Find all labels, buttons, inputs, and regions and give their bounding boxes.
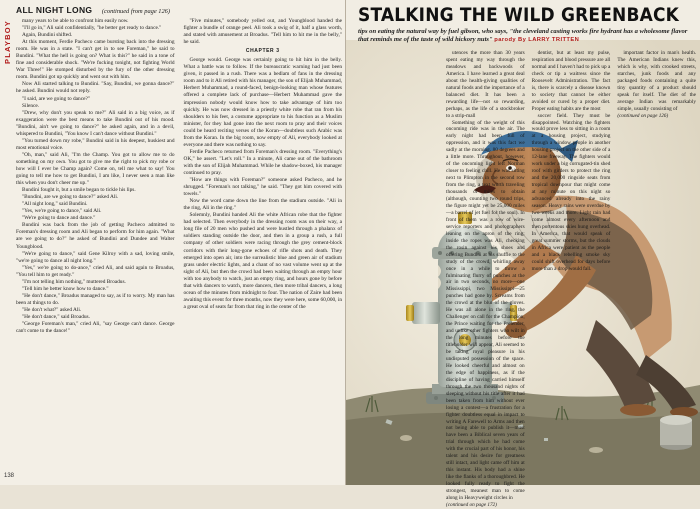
left-col1-paragraph: "We're going to dance and dance." [22,215,96,222]
left-col2-top-paragraph: "Five minutes," somebody yelled out, and Youngblood handed the fighter a bundle of orange peel. Ali took a swig of it, half a glass worth, and stated with amusement at Broadus. "Tell him to hit me in the belly," he said. [183,18,342,46]
left-col1-paragraph: "George Foreman's man," cried Ali, "say George can't dance. George can't come to the dance!" [16,321,175,335]
left-col1-paragraph: "He don't dance," said Broadus. [22,313,90,320]
left-col1-paragraph: "We're going to dance," said Gene Kilroy with a sad, loving smile, "we're going to dance all night long." [16,250,175,264]
right-col-a-paragraph: soccer field. They must be disappointed. Watching the fighters would prove less to sitting in a room at a housing project, studying through a window people in another housing project on the other side of a 12-lane freeway. The fighters would work under a big corrugated-tin shed roof with girders to protect the ring and the 20,000 ringside seats from tropical downpour that might come at any minute on this night so advanced already into the rainy season. Heavy rains were overdue by two weeks and more. Light rain had come almost every afternoon and then portentous skies hung overhead. In America, that would speak of great summer storms, but the clouds in Africa were patient as the people and a black rebelling smoke sky could shift overhead for days before more than a drop would fall. [531,112,611,272]
left-col1-paragraph: "You turned down my robe," Bundini said in his deepest, huskiest and most emotional voice. [16,137,175,151]
continued-on-172: (continued on page 172) [446,501,497,508]
right-columns [446,50,697,508]
byline: parody By LARRY TRITTEN [494,37,580,44]
left-columns [16,18,342,470]
story-header [16,5,341,15]
left-col1-paragraph: "Oh, man," said Ali, "I'm the Champ. You got to allow me to do something on my own. You got to give me the right to pick my robe or how will I ever be Champ again? Come on, tell me what to say! You going to tell me how to get Bundini, I am like, I never seen a man like this when you don't cheer me up." [16,151,175,187]
left-col1-paragraph: "I'm not telling him nothing," muttered Broadus. [22,278,126,285]
left-col1-paragraph: Silence. [22,102,40,109]
left-col1-paragraph: Now Ali started talking to Bundini. "Say, Bundini, we gonna dance?" he asked. Bundini would not reply. [16,81,175,95]
left-col1-paragraph: "Drew, why don't you speak to me?" Ali said in a big voice, as if exaggeration were the best means to take Bundini out of his mood. "Bundini, ain't we going to dance?" he asked again, and in a devil, whispered to Bundini, "You know I can't dance without Bundini." [16,109,175,137]
right-column-1 [446,50,525,508]
left-col1-paragraph: "Yes, we're going to dance," said Ali. [22,208,102,215]
left-col1-paragraph: "He don't dance," Broadus managed to say, as if to worry. My man has been at things to do. [16,292,175,306]
right-column-3 [617,50,696,340]
right-page [346,0,700,508]
deck-text: tips on eating the natural way by fuel gibson, who says, "the cleveland casting works fire hydrant has a wholesome flavor that reminds me of the taste of wild hickory nuts" [358,28,688,44]
left-column-2 [184,18,343,470]
left-col1-paragraph: "Bundini, are we going to dance?" asked Ali. [22,194,119,201]
left-col1-paragraph: Again, Bundini shifted. [22,32,73,39]
left-col1-paragraph: "I said, are we going to dance?" [22,95,91,102]
continued-from: (continued from page 126) [101,8,170,15]
right-col-d-paragraph: important factor in man's health. The American Indians knew this, which is why, with crooked streets, starches, junk foods and any packaged foods containing a quite tiny quantity of a product should speak for itself. The diet of the average Indian was remarkably simple, usually consisting of [617,50,697,112]
tin-can [660,415,692,450]
left-col2-paragraph: Ferdie Pacheco returned from Foreman's dressing room. "Everything's OK," he assert. "Let's roll." In a minute, Ali came out of the bathroom with the son of Elijah Muhammad. While he shadow-boxed, his manager continued to pray. [183,148,342,176]
left-col1-paragraph: "Tell him he better know how to dance." [22,285,109,292]
right-col-e-paragraph: Something of the weight of this oncoming ride was in the air. The early night had been full of oppression, and it was this fact we sadly at the morning. 80 degrees and a little more. Throughout, however, of the oncoming light left Norman closer to feeling chill. He was sitting next to Plimpton in the second row from the ring, a text worth traveling thousands of miles to obtain (although, counting two round trips, the figure might yet be 25,000 miles—a barrel of jet fuel for the soul). In front of them was a row of wire-service reporters and photographers leaning on the apron of the ring; inside the ropes was Ali, checking the rosin against his shoes and offering Bundini at his shuffle to the study of the crowd, whirling away once in a while to throw a fulminating flurry of punches at the air in two seconds, no more—one Mississippi, two Mississippi—25 punches had gone by. Screams from the crowd at the blur of the gloves. He was all alone in the ring, the Challenger on call for the Champion, the Prince waiting for the Pretender, and unlike other fighters who wilt in the long minutes before the titleholder will appear, Ali seemed to be taking royal pleasure in his undisputed possession of the space. He looked cheerful and almost on the edge of happiness, as if the discipline of having carried himself through the two thousand nights of sleeping without his title after it had been taken from him without ever losing a contest—a frustration for a fighter doubtless equal in impact to writing A Farewell to Arms and then not being able to publish it—must have been a Biblical seven years of trial through which he had come with the crucial part of his honor, his talent and his desire for greatness still intact, and light came off him at this instant. His body had a shine like the flanks of a thoroughbred. He looked fully ready to fight the strongest, meanest man to come along in Heavyweight circles in [446,119,525,501]
left-col2-paragraph: Solemnly, Bundini handed Ali the white African robe that the fighter had selected. Then everybody in the dressing room was on their way, a long file of 20 men who pushed and were hustled through a phalanx of soldiers standing outside the door, and then in a group a rush, a full company of other soldiers were racing through the grey cement-block corridors with their long-gone echoes of rifle shots and death. They emerged into open air, into the surrealistic blue and green air of stadium grass under electric lights, and a chant of no vast volume went up at the sight of Ali, but then the crowd had been waiting through an empty hour with too anybody to watch, just an empty ring, and hours gone by before that with dancers to watch, more dancers, then more tribal dancers, a long ocean of the minutes from midnight to four. The nation of Zaire had been awaiting this event for three months, now they were here, some 60,000, in a great oval of seats far from that ring in the center of the [183,212,342,310]
left-col2-paragraph: Now the word came down the line from the stadium outside. "Ali in the ring, Ali in the ring." [183,198,342,212]
hermit-foot [620,404,656,416]
left-col1-paragraph: "He don't what?" asked Ali. [22,306,82,313]
right-col-c-paragraph: dentist, but at least my pulse, respiration and blood pressure are all normal and I haven't had to pick up a check or tip a waitress since the Roosevelt Administration. The fact is, there is scarcely a disease known to society that cannot be either avoided or cured by a proper diet. Proper eating habits are the most [531,50,611,112]
left-col1-paragraph: Bundini fought it, but a smile began to tickle his lips. [22,187,136,194]
left-page [0,0,346,485]
article-title: STALKING THE WILD GREENBACK [358,5,680,26]
hydrant-side-cap [406,305,414,321]
magazine-name-vertical: PLAYBOY [3,20,12,64]
page-number: 138 [4,473,15,479]
chapter-heading: CHAPTER 3 [245,48,280,55]
story-title: ALL NIGHT LONG [16,5,93,15]
article-deck [358,28,696,45]
right-column-2 [532,50,611,340]
left-column-1 [16,18,175,470]
right-col-b-paragraph: utences the more than 30 years spent eating my way through the meadows and backwoods of America. I have learned a great deal about the health-giving qualities of natural foods and the importance of a balanced diet. It has been a rewarding life—not so rewarding, perhaps, as the life of a stockbroker to a strip-mall [446,50,525,119]
left-col1-paragraph: Bundini was back from the job of getting Pacheco admitted to Foreman's dressing room and Ali began to perform for him again. "What are we going to do?" he asked of Bundini and Dundee and Walter Youngblood. [16,222,175,250]
left-col2-paragraph: George would. George was certainly going to hit him in the belly. What a battle was to follow. If the bureaucratic warning had just been given, it passed in a rush. There was a bedlam of fans in the dressing room and to it Ali retired with his manager, the son of Elijah Muhammad, Herbert Muhammad, a round-faced, benign-looking man whose features offered a complete lack of purchase—Herbert Muhammad gave the impression nobody would know how to take advantage of him too quickly. He was now dressed in a priestly white robe that ran from his shoulders to his feet, a costume appropriate to his function as a Muslim minister, for they had gone into the next room to pray and their voices could be heard reciting verses of the Koran—doubtless such Arabic was from the Koran. In the big room, now empty of Ali, everybody looked at everyone and there was nothing to say. [183,57,342,148]
left-col1-paragraph: many years to be able to confront him easily now. [22,18,129,24]
left-col1-paragraph: "I'll go in," Ali said confidentially, "he better get ready to dance." [22,25,162,32]
continued-on-126: (continued on page 126) [617,112,669,119]
left-col2-paragraph: "How are things with Foreman?" someone asked Pacheco, and he shrugged. "Foreman's not talking," he said. "They got him covered with towels." [183,177,342,198]
left-col1-paragraph: "Yes," we're going to do-ance," cried Ali, and said again to Broadus, "You tell him to get ready." [16,264,175,278]
left-col1-paragraph: "All night long," said Bundini. [22,201,88,208]
left-col1-paragraph: At this moment, Ferdie Pacheco came bursting back into the dressing room. He was in a state. "I can't get in to see Foreman," he said to Bundini. "What the hell is going on? What is this?" he said in a tone of fine and considerable shock. "We're fucking tonight, not fighting World War Three!" He stomped disturbed by the fury of the other dressing room. Bundini got up quickly and went out with him. [16,39,175,81]
